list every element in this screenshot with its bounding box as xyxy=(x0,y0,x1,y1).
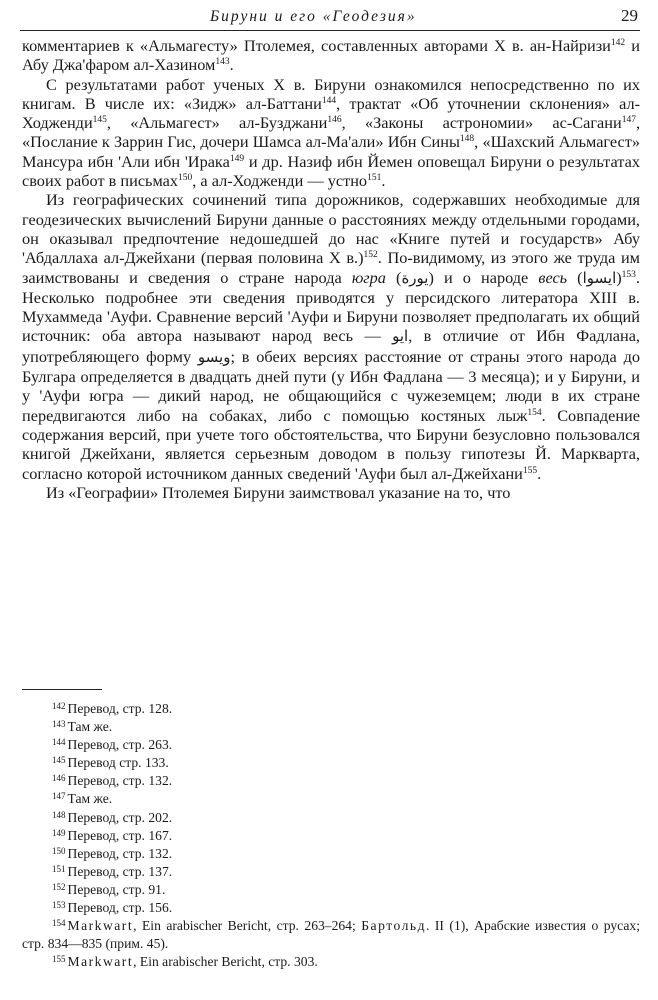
footnote-text: Там же. xyxy=(67,791,113,807)
footnote-ref: 155 xyxy=(522,465,538,476)
footnote-ref: 153 xyxy=(621,269,636,280)
text-span: ) и о народе xyxy=(428,267,539,287)
footnote-number: 151 xyxy=(52,863,66,874)
footnote-number: 153 xyxy=(52,900,66,911)
page-number: 29 xyxy=(621,6,638,25)
footnote-text: Перевод, стр. 128. xyxy=(67,701,173,716)
footnote xyxy=(22,809,640,827)
text-span: . xyxy=(381,171,386,191)
footnote xyxy=(22,700,640,718)
text-span: ( xyxy=(385,267,402,287)
main-text xyxy=(22,36,640,502)
footnote-text: Перевод, стр. 156. xyxy=(67,900,173,916)
footnote-text: . II (1), Арабские известия о русах; стр. 834—835 (прим. 45). xyxy=(22,918,640,952)
footnote-text: Перевод, стр. 132. xyxy=(67,845,173,861)
text-span: . xyxy=(229,55,234,75)
footnote xyxy=(22,845,640,863)
footnote-text: Перевод, стр. 137. xyxy=(67,863,173,879)
footnote-ref: 147 xyxy=(621,115,636,126)
footnote xyxy=(22,863,640,881)
text-span: и др. Назиф ибн Йемен оповещал Бируни о результатах своих работ в письмах xyxy=(22,151,640,191)
text-span: , «Законы астрономии» ас-Сагани xyxy=(341,113,622,133)
footnote-ref: 148 xyxy=(459,134,475,145)
footnote-ref: 146 xyxy=(327,115,342,126)
paragraph-2 xyxy=(22,75,640,191)
footnote-ref: 145 xyxy=(92,115,107,126)
arabic-word: ايو xyxy=(392,327,409,346)
arabic-word: يورة xyxy=(401,268,429,287)
arabic-word: ايسوا xyxy=(582,268,617,287)
footnote-rule xyxy=(22,689,102,690)
italic-term: югра xyxy=(351,267,386,287)
footnote-154 xyxy=(22,917,640,953)
footnote-ref: 150 xyxy=(178,173,193,184)
text-span: , а ал-Ходженди — устно xyxy=(192,171,368,191)
footnote-number: 143 xyxy=(52,719,66,730)
text-span: ( xyxy=(567,267,583,287)
footnote xyxy=(22,772,640,790)
footnote-number: 155 xyxy=(52,954,66,965)
footnote-text: Перевод, стр. 91. xyxy=(67,881,166,897)
text-span: , «Альмагест» ал-Бузджани xyxy=(106,113,328,133)
footnote-text: Перевод стр. 133. xyxy=(67,755,169,771)
text-span: , «Шахский Альмагест» Мансура ибн 'Али ибн 'Ирака xyxy=(22,132,640,171)
footnotes xyxy=(22,700,640,971)
text-span: . Несколько подробнее эти сведения приводятся у персидского литератора XIII в. Мухаммеда 'Ауфи. Сравнение версий 'Ауфи и Бируни позволяет предполагать их общий источник: оба автора называют народ весь — xyxy=(22,267,640,346)
footnote xyxy=(22,718,640,736)
footnote-text: , Ein arabischer Bericht, стр. 303. xyxy=(133,954,318,970)
text-span: С результатами работ ученых X в. Бируни ознакомился непосредственно по их книгам. В числе их: «Зидж» ал-Баттани xyxy=(22,74,640,113)
footnote-ref: 142 xyxy=(610,38,626,48)
footnote-text: Перевод, стр. 132. xyxy=(67,773,173,789)
footnote-text: , Ein arabischer Bericht, стр. 263–264; xyxy=(133,918,362,934)
text-span: . Совпадение содержания версий, при учете того обстоятельства, что Бируни безусловно пользовался книгой Джейхани, является серьезным доводом в пользу гипотезы Й. Маркварта, согласно которой источником данных сведений 'Ауфи был ал-Джейхани xyxy=(22,405,640,483)
paragraph-3 xyxy=(22,190,640,482)
footnote-ref: 151 xyxy=(367,173,382,184)
footnote-author: Markwart xyxy=(67,954,134,970)
footnote-number: 147 xyxy=(52,791,66,802)
arabic-word: ويسو xyxy=(197,347,231,366)
footnote-number: 149 xyxy=(52,827,66,838)
footnote-number: 150 xyxy=(52,845,66,856)
footnote xyxy=(22,827,640,845)
footnote-number: 142 xyxy=(52,701,66,711)
footnote-text: Перевод, стр. 167. xyxy=(67,827,173,843)
running-head: Бируни и его «Геодезия» xyxy=(210,8,417,25)
paragraph-4: Из «Географии» Птолемея Бируни заимствовал указание на то, что xyxy=(46,482,511,502)
text-span: , в отличие от Ибн Фадлана, употребляющего форму xyxy=(22,326,640,366)
footnote-text: Перевод, стр. 202. xyxy=(67,809,173,825)
footnote xyxy=(22,899,640,917)
text-span: . xyxy=(537,463,542,483)
page-header xyxy=(20,6,640,32)
italic-term: весь xyxy=(538,267,568,287)
text-span: , «Послание к Заррин Гис, дочери Шамса ал-Ма'али» Ибн Сины xyxy=(22,113,641,152)
text-span: Из географических сочинений типа дорожников, содержавших необходимые для геодезических вычислений Бируни данные о расстояниях между отдельными городами, он оказывал предпочтение недошедшей до нас «Книге путей и государств» Абу 'Абдаллаха ал-Джейхани (первая половина X в.) xyxy=(22,190,640,268)
text-span: ; в обеих версиях расстояние от страны этого народа до Булгара определяется в двадцать дней пути (у Ибн Фадлана — 3 месяца); и у Бируни, и у 'Ауфи югра — дикий народ, не общающийся с чужеземцем; люди в их стране передвигаются либо на собаках, либо с помощью костяных лыж xyxy=(22,346,640,425)
text-span: . По-видимому, из этого же труда им заимствованы и сведения о стране народа xyxy=(22,248,640,287)
footnote-ref: 149 xyxy=(229,153,245,164)
footnote xyxy=(22,754,640,772)
footnote-ref: 144 xyxy=(321,95,337,106)
text-span: комментариев к «Альмагесту» Птолемея, составленных авторами X в. ан-Найризи xyxy=(22,36,611,55)
paragraph-1 xyxy=(22,36,640,75)
footnote xyxy=(22,881,640,899)
footnote-number: 146 xyxy=(52,773,66,784)
footnote-text: Перевод, стр. 263. xyxy=(67,737,173,753)
text-span: , трактат «Об уточнении склонения» ал-Ходженди xyxy=(22,93,640,133)
footnote-ref: 143 xyxy=(215,57,230,68)
footnote xyxy=(22,736,640,754)
footnote xyxy=(22,790,640,808)
footnote-ref: 154 xyxy=(527,407,542,418)
footnote-155 xyxy=(22,953,640,971)
footnote-ref: 152 xyxy=(363,250,378,261)
text-span: ) xyxy=(616,267,622,287)
footnote-number: 154 xyxy=(52,918,66,929)
text-span: и Абу Джа'фаром ал-Хазином xyxy=(22,36,640,75)
footnote-number: 144 xyxy=(52,737,66,748)
footnote-number: 148 xyxy=(52,809,66,820)
footnote-author: Markwart xyxy=(67,918,134,934)
footnote-author: Бартольд xyxy=(361,918,426,934)
header-rule xyxy=(20,30,640,31)
footnote-number: 145 xyxy=(52,755,66,766)
footnote-text: Там же. xyxy=(67,719,113,735)
footnote-number: 152 xyxy=(52,881,66,892)
